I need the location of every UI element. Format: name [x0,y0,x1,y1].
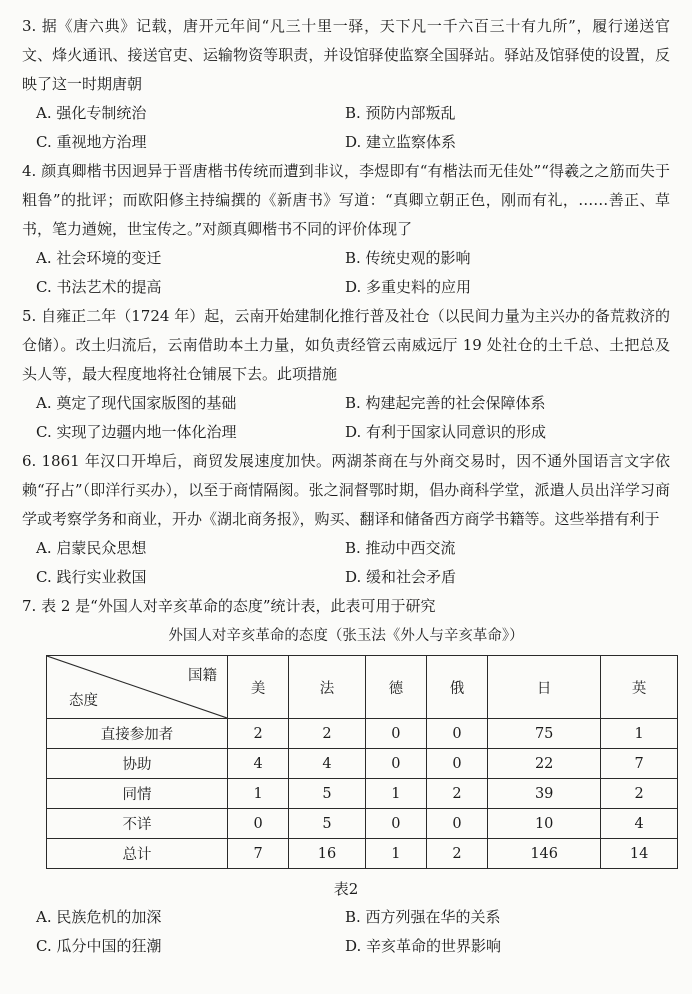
table-cell: 7 [601,749,678,779]
table-header-row [47,656,678,719]
option-b[interactable]: B. 推动中西交流 [345,539,456,557]
table-row [47,719,678,749]
option-b[interactable]: B. 预防内部叛乱 [345,104,456,122]
table-cell: 4 [601,809,678,839]
option-d[interactable]: D. 有利于国家认同意识的形成 [345,423,547,441]
table-cell: 7 [228,839,289,869]
table-cell: 1 [365,779,426,809]
option-c[interactable]: C. 践行实业救国 [36,568,147,586]
option-a[interactable]: A. 启蒙民众思想 [36,539,147,557]
question-stem: 4. 颜真卿楷书因迥异于晋唐楷书传统而遭到非议，李煜即有“有楷法而无佳处”“得羲之之筋而失于粗鲁”的批评；而欧阳修主持编撰的《新唐书》写道：“真卿立朝正色，刚而有礼，……善正、草书，笔力遒婉，世宝传之。”对颜真卿楷书不同的评价体现了 [22,162,670,238]
country-header: 德 [365,656,426,719]
table-cell: 1 [228,779,289,809]
table-cell: 5 [289,779,366,809]
question-stem: 3. 据《唐六典》记载，唐开元年间“凡三十里一驿，天下凡一千六百三十有九所”，履行递送官文、烽火通讯、接送官吏、运输物资等职责，并设馆驿使监察全国驿站。驿站及馆驿使的设置，反映了这一时期唐朝 [22,17,670,93]
option-d[interactable]: D. 辛亥革命的世界影响 [345,937,502,955]
option-b[interactable]: B. 传统史观的影响 [345,249,471,267]
table-cell: 4 [228,749,289,779]
question-5 [22,302,670,447]
table-cell: 2 [601,779,678,809]
row-label: 不详 [47,809,228,839]
option-a[interactable]: A. 社会环境的变迁 [36,249,162,267]
country-header: 日 [488,656,601,719]
option-list [22,99,670,157]
table-cell: 0 [365,719,426,749]
option-a[interactable]: A. 民族危机的加深 [36,908,162,926]
table-row [47,749,678,779]
country-header: 俄 [426,656,487,719]
option-c[interactable]: C. 瓜分中国的狂潮 [36,937,162,955]
question-4 [22,157,670,302]
question-3 [22,12,670,157]
table-cell: 0 [365,749,426,779]
option-a[interactable]: A. 奠定了现代国家版图的基础 [36,394,237,412]
table-title: 外国人对辛亥革命的态度（张玉法《外人与辛亥革命》） [168,628,524,644]
table-cell: 10 [488,809,601,839]
table-row [47,809,678,839]
question-stem: 5. 自雍正二年（1724 年）起，云南开始建制化推行普及社仓（以民间力量为主兴办的备荒救济的仓储）。改土归流后，云南借助本土力量，如负责经管云南威远厅 19 处社仓的土千总、土把总及头人等，最大程度地将社仓铺展下去。此项措施 [22,307,670,383]
table-cell: 0 [365,809,426,839]
diagonal-header-cell [47,656,228,719]
row-label: 协助 [47,749,228,779]
table-caption: 表2 [333,880,359,898]
table-row-total [47,839,678,869]
option-b[interactable]: B. 构建起完善的社会保障体系 [345,394,546,412]
option-a[interactable]: A. 强化专制统治 [36,104,147,122]
option-list [22,534,670,592]
country-header: 美 [228,656,289,719]
table-cell: 2 [228,719,289,749]
country-header: 英 [601,656,678,719]
row-label: 同情 [47,779,228,809]
option-list [22,244,670,302]
table-cell: 4 [289,749,366,779]
table-cell: 2 [426,839,487,869]
table-cell: 22 [488,749,601,779]
table-cell: 0 [426,749,487,779]
option-list [22,903,670,961]
option-c[interactable]: C. 书法艺术的提高 [36,278,162,296]
table-cell: 2 [426,779,487,809]
question-stem: 6. 1861 年汉口开埠后，商贸发展速度加快。两湖茶商在与外商交易时，因不通外国语言文字依赖“孖占”（即洋行买办），以至于商情隔阂。张之洞督鄂时期，倡办商科学堂，派遣人员出洋学习商学或考察学务和商业，开办《湖北商务报》，购买、翻译和储备西方商学书籍等。这些举措有利于 [22,452,670,528]
option-c[interactable]: C. 实现了边疆内地一体化治理 [36,423,237,441]
table-cell: 39 [488,779,601,809]
table-cell: 1 [601,719,678,749]
row-label: 直接参加者 [47,719,228,749]
table-cell: 146 [488,839,601,869]
option-d[interactable]: D. 缓和社会矛盾 [345,568,457,586]
table-cell: 0 [426,719,487,749]
question-7 [22,592,670,961]
option-d[interactable]: D. 多重史料的应用 [345,278,472,296]
option-b[interactable]: B. 西方列强在华的关系 [345,908,501,926]
table-cell: 75 [488,719,601,749]
country-header: 法 [289,656,366,719]
attitude-table [46,655,678,869]
table-cell: 2 [289,719,366,749]
table-row [47,779,678,809]
row-label: 总计 [47,839,228,869]
option-c[interactable]: C. 重视地方治理 [36,133,147,151]
table-cell: 5 [289,809,366,839]
table-cell: 16 [289,839,366,869]
header-country-label: 国籍 [188,668,217,684]
option-list [22,389,670,447]
table-cell: 14 [601,839,678,869]
header-attitude-label: 态度 [69,693,98,709]
option-d[interactable]: D. 建立监察体系 [345,133,457,151]
table-cell: 0 [228,809,289,839]
question-stem: 7. 表 2 是“外国人对辛亥革命的态度”统计表，此表可用于研究 [22,597,436,615]
question-6 [22,447,670,592]
table-cell: 0 [426,809,487,839]
table-cell: 1 [365,839,426,869]
